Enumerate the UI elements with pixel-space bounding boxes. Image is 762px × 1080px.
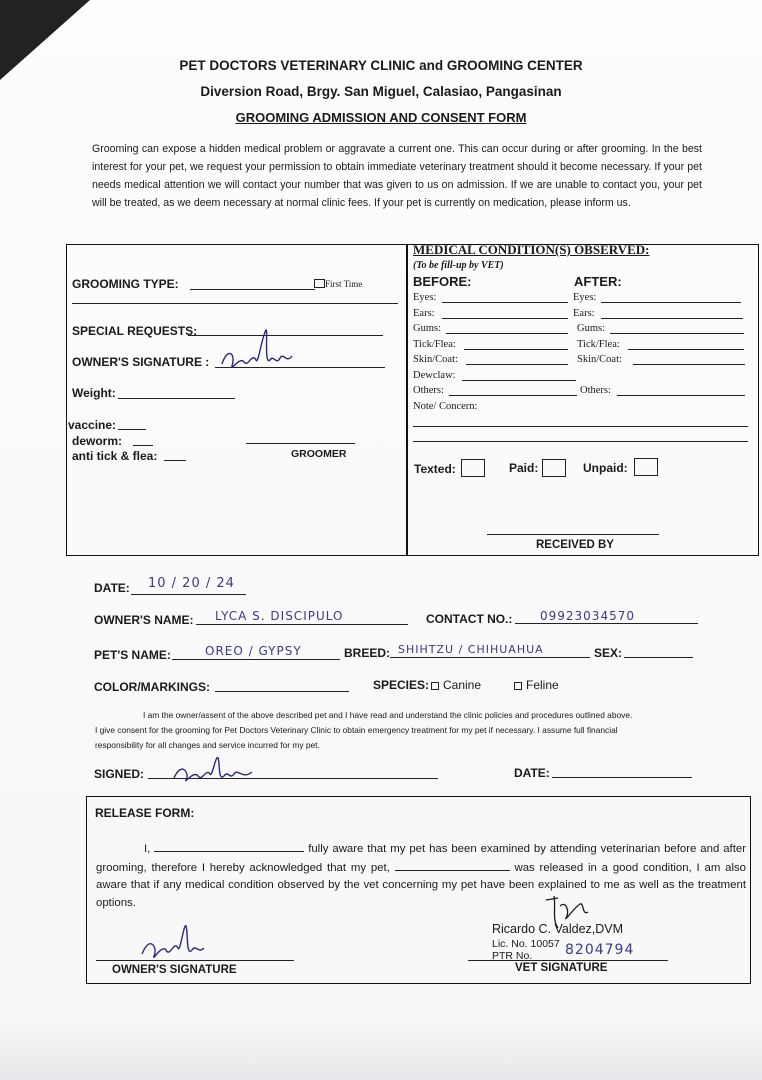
owner-signature-label: OWNER'S SIGNATURE : — [72, 355, 210, 369]
before-gums-line[interactable] — [446, 333, 568, 334]
after-tick-line[interactable] — [628, 349, 744, 350]
before-skin-line[interactable] — [466, 364, 568, 365]
species-label: SPECIES: — [373, 678, 430, 692]
before-ears-label: Ears: — [413, 308, 435, 319]
vaccine-line[interactable] — [118, 429, 146, 430]
after-gums-line[interactable] — [610, 333, 744, 334]
signed-label: SIGNED: — [94, 767, 145, 781]
breed-label: BREED: — [344, 646, 391, 660]
deworm-label: deworm: — [72, 434, 123, 448]
consent-line-3: responsibility for all changes and service incurred for my pet. — [95, 740, 320, 750]
texted-checkbox[interactable] — [461, 459, 485, 477]
groomer-label: GROOMER — [291, 448, 347, 460]
release-owner-signature-label: OWNER'S SIGNATURE — [112, 964, 237, 976]
date-value[interactable]: 10 / 20 / 24 — [148, 576, 235, 591]
canine-checkbox[interactable] — [431, 682, 439, 690]
weight-label: Weight: — [72, 386, 116, 400]
before-skin-label: Skin/Coat: — [413, 354, 458, 365]
first-time-label: First Time — [325, 279, 363, 289]
clinic-name: PET DOCTORS VETERINARY CLINIC and GROOMING CENTER — [179, 58, 583, 73]
before-tick-label: Tick/Flea: — [413, 339, 456, 350]
consent-line-1: I am the owner/assent of the above described pet and I have read and understand the clinic policies and procedures outlined above. — [143, 710, 633, 720]
consent-date-line[interactable] — [552, 777, 692, 778]
unpaid-checkbox[interactable] — [634, 458, 658, 476]
before-eyes-line[interactable] — [442, 302, 568, 303]
before-dewclaw-label: Dewclaw: — [413, 370, 456, 381]
note-line-1[interactable] — [413, 426, 748, 427]
weight-line[interactable] — [118, 398, 235, 399]
release-i: I, — [144, 843, 151, 855]
after-eyes-label: Eyes: — [573, 292, 597, 303]
vet-name: Ricardo C. Valdez,DVM — [492, 922, 624, 936]
before-tick-line[interactable] — [464, 349, 568, 350]
sex-label: SEX: — [594, 646, 623, 660]
clinic-address: Diversion Road, Brgy. San Miguel, Calasiao, Pangasinan — [200, 84, 562, 99]
before-label: BEFORE: — [413, 274, 472, 289]
after-others-line[interactable] — [617, 395, 745, 396]
before-others-label: Others: — [413, 385, 444, 396]
after-ears-line[interactable] — [601, 318, 743, 319]
sex-line[interactable] — [624, 657, 693, 658]
after-eyes-line[interactable] — [601, 302, 741, 303]
feline-checkbox[interactable] — [514, 682, 522, 690]
release-pet-line[interactable] — [395, 859, 510, 871]
breed-line[interactable] — [390, 657, 590, 658]
release-text-2: was released in a good condition, I am also aware that if any medical condition observed by the vet concerning my pet have been explained to me as well as the treatment options. — [96, 861, 747, 909]
grooming-type-line-2[interactable] — [72, 303, 398, 304]
canine-label: Canine — [443, 678, 482, 692]
note-concern-label: Note/ Concern: — [413, 401, 478, 412]
box-divider — [406, 244, 408, 556]
vet-signature-label: VET SIGNATURE — [515, 962, 608, 974]
vaccine-label: vaccine: — [68, 418, 117, 432]
anti-tick-label: anti tick & flea: — [72, 449, 158, 463]
owner-name-line[interactable] — [196, 624, 408, 625]
pet-name-value[interactable]: OREO / GYPSY — [205, 644, 302, 658]
consent-date-label: DATE: — [514, 766, 550, 780]
vet-ptr-no: PTR No. — [492, 950, 533, 962]
note-line-2[interactable] — [413, 441, 748, 442]
owner-name-label: OWNER'S NAME: — [94, 613, 194, 627]
owner-name-value[interactable]: LYCA S. DISCIPULO — [215, 609, 344, 623]
unpaid-label: Unpaid: — [583, 461, 628, 475]
grooming-type-line[interactable] — [190, 289, 315, 290]
contact-value[interactable]: 09923034570 — [540, 609, 635, 623]
scan-bottom-shadow — [0, 1020, 762, 1080]
feline-label: Feline — [526, 678, 559, 692]
after-others-label: Others: — [580, 385, 611, 396]
anti-tick-line[interactable] — [164, 460, 186, 461]
color-markings-label: COLOR/MARKINGS: — [94, 680, 210, 694]
pet-name-line[interactable] — [172, 659, 340, 660]
release-name-line[interactable] — [154, 840, 304, 852]
consent-line-2: I give consent for the grooming for Pet Doctors Veterinary Clinic to obtain emergency treatment for my pet if necessary. I assume full financial — [95, 725, 618, 735]
release-statement — [96, 840, 746, 912]
date-label: DATE: — [94, 581, 130, 595]
before-gums-label: Gums: — [413, 323, 442, 334]
before-ears-line[interactable] — [442, 318, 568, 319]
grooming-type-label: GROOMING TYPE: — [72, 277, 179, 291]
intro-paragraph: Grooming can expose a hidden medical problem or aggravate a current one. This can occur during or after grooming. In the best interest for your pet, we request your permission to obtain immediate veterinary treatment should it become necessary. If your pet needs medical attention we will contact your number that was given to us on admission. If we are unable to contact you, your pet will be treated, as we deem necessary at normal clinic fees. If your pet is currently on medication, please inform us. — [92, 143, 702, 209]
vet-lic-no: Lic. No. 10057 — [492, 938, 560, 950]
date-line[interactable] — [131, 594, 246, 595]
paid-label: Paid: — [509, 461, 539, 475]
groomer-line[interactable] — [246, 443, 355, 444]
release-text-1: fully aware that my pet has been examined by attending veterinarian before and after grooming, therefore I hereby acknowledged that my pet, — [96, 843, 746, 874]
signed-signature-scribble — [170, 752, 260, 788]
after-label: AFTER: — [574, 274, 622, 289]
pet-name-label: PET'S NAME: — [94, 648, 171, 662]
vet-ptr-value: 8204794 — [565, 942, 635, 958]
release-owner-line[interactable] — [96, 960, 294, 961]
contact-label: CONTACT NO.: — [426, 612, 513, 626]
vet-signature-line[interactable] — [468, 960, 668, 961]
release-title: RELEASE FORM: — [95, 806, 195, 820]
medical-title: MEDICAL CONDITION(S) OBSERVED: — [413, 242, 650, 257]
received-by-label: RECEIVED BY — [536, 539, 614, 551]
first-time-checkbox[interactable] — [314, 279, 325, 288]
medical-subtitle: (To be fill-up by VET) — [413, 260, 504, 271]
form-title — [0, 110, 762, 125]
release-owner-signature-scribble — [138, 918, 218, 966]
form-title-text: GROOMING ADMISSION AND CONSENT FORM — [235, 110, 527, 125]
after-skin-line[interactable] — [633, 364, 745, 365]
after-tick-label: Tick/Flea: — [577, 339, 620, 350]
owner-signature-scribble-1 — [218, 326, 303, 376]
breed-value[interactable]: SHIHTZU / CHIHUAHUA — [398, 643, 544, 656]
paid-checkbox[interactable] — [542, 459, 566, 477]
before-dewclaw-line[interactable] — [462, 380, 576, 381]
received-by-line[interactable] — [487, 534, 659, 535]
special-requests-label: SPECIAL REQUESTS: — [72, 324, 198, 338]
consent-statement — [95, 708, 705, 753]
contact-line[interactable] — [515, 623, 698, 624]
texted-label: Texted: — [414, 462, 456, 476]
after-skin-label: Skin/Coat: — [577, 354, 622, 365]
before-others-line[interactable] — [449, 395, 577, 396]
before-eyes-label: Eyes: — [413, 292, 437, 303]
after-gums-label: Gums: — [577, 323, 606, 334]
after-ears-label: Ears: — [573, 308, 595, 319]
color-markings-line[interactable] — [215, 691, 349, 692]
deworm-line[interactable] — [133, 445, 153, 446]
